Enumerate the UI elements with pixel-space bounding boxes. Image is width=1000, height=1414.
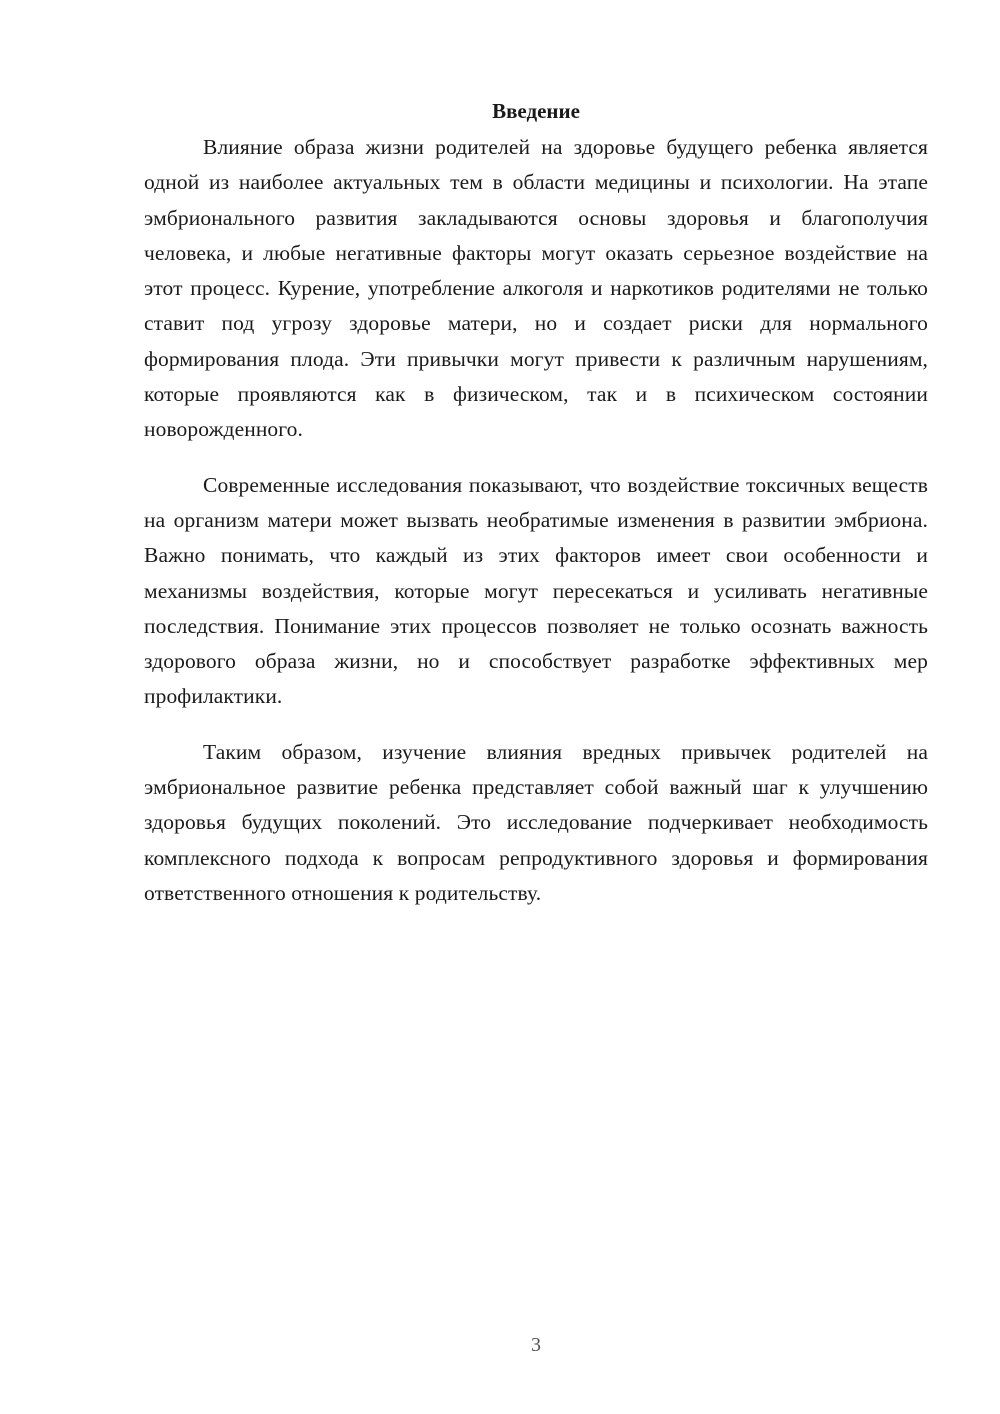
page-content [144,96,928,911]
paragraph-3: Таким образом, изучение влияния вредных привычек родителей на эмбриональное развитие ребенка представляет собой важный шаг к улучшению здоровья будущих поколений. Это исследование подчеркивает необходимость комплексного подхода к вопросам репродуктивного здоровья и формирования ответственного отношения к родительству. [144,739,928,905]
paragraph-1: Влияние образа жизни родителей на здоровье будущего ребенка является одной из наиболее актуальных тем в области медицины и психологии. На этапе эмбрионального развития закладываются основы здоровья и благополучия человека, и любые негативные факторы могут оказать серьезное воздействие на этот процесс. Курение, употребление алкоголя и наркотиков родителями не только ставит под угрозу здоровье матери, но и создает риски для нормального формирования плода. Эти привычки могут привести к различным нарушениям, которые проявляются как в физическом, так и в психическом состоянии новорожденного. [144,135,928,442]
page-number: 3 [531,1334,541,1356]
paragraph-2: Современные исследования показывают, что воздействие токсичных веществ на организм матери может вызвать необратимые изменения в развитии эмбриона. Важно понимать, что каждый из этих факторов имеет свои особенности и механизмы воздействия, которые могут пересекаться и усиливать негативные последствия. Понимание этих процессов позволяет не только осознать важность здорового образа жизни, но и способствует разработке эффективных мер профилактики. [144,472,928,709]
section-heading: Введение [492,99,580,123]
